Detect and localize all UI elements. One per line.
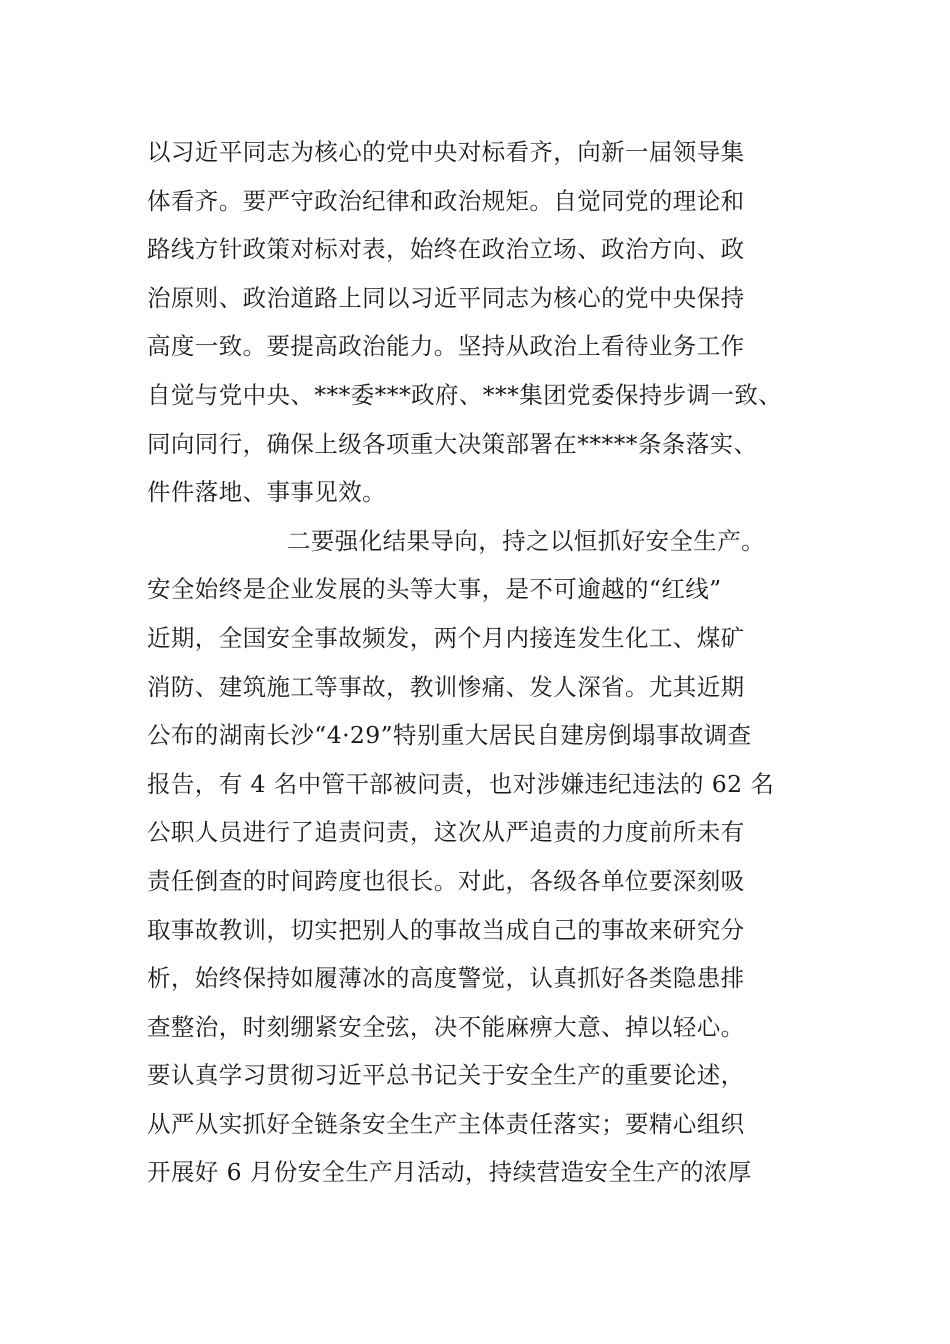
- text-line: 开展好 6 月份安全生产月活动，持续营造安全生产的浓厚: [147, 1158, 752, 1187]
- text-line: 责任倒查的时间跨度也很长。对此，各级各单位要深刻吸: [147, 866, 745, 895]
- section-heading: 二要强化结果导向，持之以恒抓好安全生产。: [287, 526, 765, 555]
- text-line: 从严从实抓好全链条安全生产主体责任落实；要精心组织: [147, 1109, 745, 1138]
- text-line: 要认真学习贯彻习近平总书记关于安全生产的重要论述，: [147, 1061, 745, 1090]
- text-line: 件件落地、事事见效。: [147, 478, 386, 507]
- text-line: 析，始终保持如履薄冰的高度警觉，认真抓好各类隐患排: [147, 964, 745, 993]
- text-line: 安全始终是企业发展的头等大事，是不可逾越的“红线”: [147, 575, 722, 604]
- body-text: [147, 128, 847, 1197]
- text-line: 以习近平同志为核心的党中央对标看齐，向新一届领导集: [147, 138, 745, 166]
- text-line: 同向同行，确保上级各项重大决策部署在*****条条落实、: [147, 429, 758, 458]
- text-line: 公布的湖南长沙“4·29”特别重大居民自建房倒塌事故调查: [147, 721, 752, 750]
- text-line: 查整治，时刻绷紧安全弦，决不能麻痹大意、掉以轻心。: [147, 1012, 745, 1041]
- text-line: 报告，有 4 名中管干部被问责，也对涉嫌违纪违法的 62 名: [147, 769, 775, 798]
- text-line: 路线方针政策对标对表，始终在政治立场、政治方向、政: [147, 235, 745, 264]
- text-line: 消防、建筑施工等事故，教训惨痛、发人深省。尤其近期: [147, 672, 745, 701]
- text-line: 体看齐。要严守政治纪律和政治规矩。自觉同党的理论和: [147, 186, 745, 215]
- text-line: 近期，全国安全事故频发，两个月内接连发生化工、煤矿: [147, 623, 745, 652]
- text-line: 取事故教训，切实把别人的事故当成自己的事故来研究分: [147, 915, 745, 944]
- text-line: 治原则、政治道路上同以习近平同志为核心的党中央保持: [147, 283, 745, 312]
- text-line: 公职人员进行了追责问责，这次从严追责的力度前所未有: [147, 818, 745, 847]
- text-line: 高度一致。要提高政治能力。坚持从政治上看待业务工作: [147, 332, 745, 361]
- text-line: 自觉与党中央、***委***政府、***集团党委保持步调一致、: [147, 380, 783, 409]
